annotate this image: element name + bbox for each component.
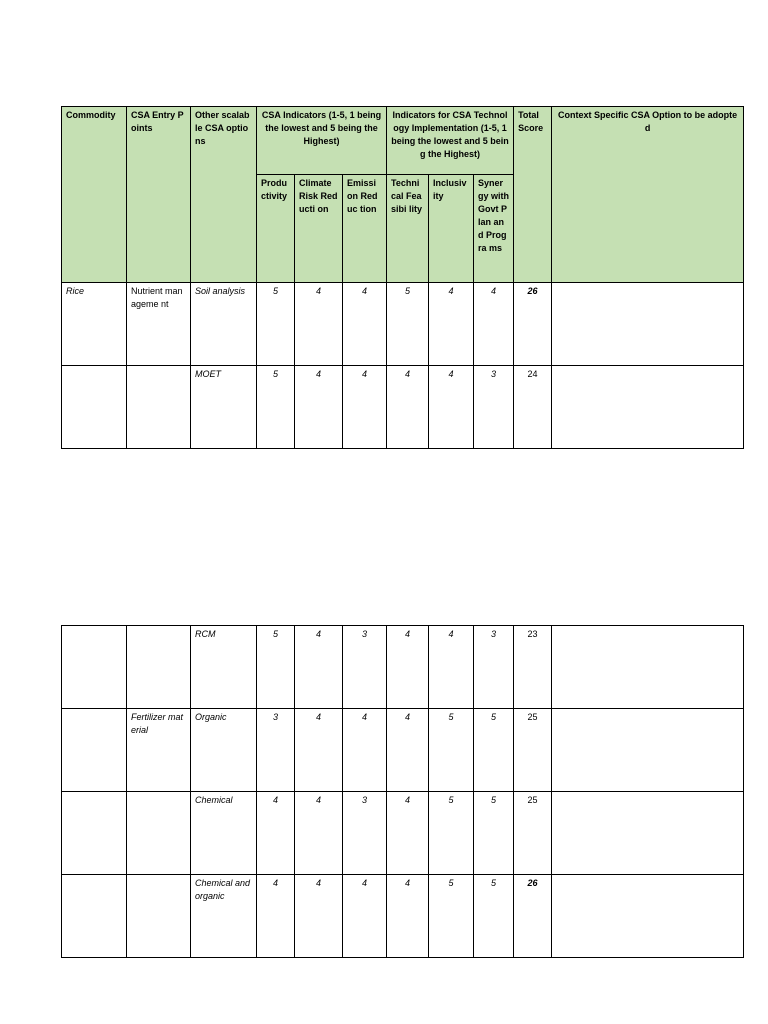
- header-productivity: Produ ctivity: [257, 175, 295, 283]
- csa-options-table-continued: [61, 625, 744, 958]
- cell-option: Chemical: [191, 792, 257, 875]
- cell-climate: 4: [295, 366, 343, 449]
- cell-entry-point: Fertilizer material: [127, 709, 191, 792]
- cell-inclusivity: 4: [429, 283, 474, 366]
- cell-technical: 4: [387, 366, 429, 449]
- header-context-specific: Context Specific CSA Option to be adopted: [552, 107, 744, 283]
- cell-emission: 4: [343, 875, 387, 958]
- cell-synergy: 3: [474, 626, 514, 709]
- cell-productivity: 4: [257, 875, 295, 958]
- cell-entry-point: [127, 875, 191, 958]
- cell-synergy: 5: [474, 709, 514, 792]
- cell-climate: 4: [295, 875, 343, 958]
- cell-option: MOET: [191, 366, 257, 449]
- header-climate-risk: Climate Risk Reducti on: [295, 175, 343, 283]
- cell-option: Soil analysis: [191, 283, 257, 366]
- cell-commodity: [62, 875, 127, 958]
- cell-productivity: 5: [257, 283, 295, 366]
- cell-productivity: 5: [257, 626, 295, 709]
- cell-option: RCM: [191, 626, 257, 709]
- header-total-score: Total Score: [514, 107, 552, 283]
- header-emission: Emissi on Reduc tion: [343, 175, 387, 283]
- cell-option: Organic: [191, 709, 257, 792]
- cell-productivity: 4: [257, 792, 295, 875]
- cell-total: 25: [514, 709, 552, 792]
- cell-technical: 4: [387, 875, 429, 958]
- cell-option: Chemical and organic: [191, 875, 257, 958]
- cell-productivity: 5: [257, 366, 295, 449]
- cell-total: 24: [514, 366, 552, 449]
- cell-technical: 5: [387, 283, 429, 366]
- cell-technical: 4: [387, 709, 429, 792]
- cell-emission: 3: [343, 792, 387, 875]
- cell-climate: 4: [295, 626, 343, 709]
- cell-emission: 4: [343, 709, 387, 792]
- cell-total: 25: [514, 792, 552, 875]
- cell-emission: 4: [343, 283, 387, 366]
- cell-commodity: Rice: [62, 283, 127, 366]
- cell-context: [552, 283, 744, 366]
- cell-context: [552, 366, 744, 449]
- cell-synergy: 3: [474, 366, 514, 449]
- cell-entry-point: [127, 626, 191, 709]
- table-row: [62, 792, 744, 875]
- cell-commodity: [62, 626, 127, 709]
- cell-productivity: 3: [257, 709, 295, 792]
- header-csa-indicators: CSA Indicators (1-5, 1 being the lowest and 5 being the Highest): [257, 107, 387, 175]
- header-other-options: Other scalable CSA options: [191, 107, 257, 283]
- cell-inclusivity: 5: [429, 792, 474, 875]
- header-inclusivity: Inclusiv ity: [429, 175, 474, 283]
- table-row: [62, 709, 744, 792]
- cell-inclusivity: 5: [429, 709, 474, 792]
- cell-technical: 4: [387, 626, 429, 709]
- header-commodity: Commodity: [62, 107, 127, 283]
- cell-entry-point: [127, 792, 191, 875]
- cell-commodity: [62, 709, 127, 792]
- cell-climate: 4: [295, 283, 343, 366]
- cell-inclusivity: 4: [429, 366, 474, 449]
- header-tech-indicators: Indicators for CSA Technology Implementation (1-5, 1 being the lowest and 5 being the Highest): [387, 107, 514, 175]
- cell-climate: 4: [295, 792, 343, 875]
- cell-synergy: 4: [474, 283, 514, 366]
- table-row: [62, 875, 744, 958]
- cell-context: [552, 709, 744, 792]
- cell-total: 26: [514, 875, 552, 958]
- cell-emission: 3: [343, 626, 387, 709]
- cell-commodity: [62, 366, 127, 449]
- cell-synergy: 5: [474, 875, 514, 958]
- cell-climate: 4: [295, 709, 343, 792]
- csa-options-table: [61, 106, 744, 449]
- cell-synergy: 5: [474, 792, 514, 875]
- cell-context: [552, 626, 744, 709]
- cell-commodity: [62, 792, 127, 875]
- header-synergy: Syner gy with Govt Plan and Progra ms: [474, 175, 514, 283]
- cell-context: [552, 875, 744, 958]
- cell-total: 23: [514, 626, 552, 709]
- table-row: [62, 283, 744, 366]
- table-row: [62, 366, 744, 449]
- header-csa-entry-points: CSA Entry Points: [127, 107, 191, 283]
- cell-entry-point: Nutrient manageme nt: [127, 283, 191, 366]
- header-technical: Techni cal Feasibi lity: [387, 175, 429, 283]
- table-row: [62, 626, 744, 709]
- cell-inclusivity: 5: [429, 875, 474, 958]
- cell-entry-point: [127, 366, 191, 449]
- cell-context: [552, 792, 744, 875]
- cell-total: 26: [514, 283, 552, 366]
- cell-technical: 4: [387, 792, 429, 875]
- cell-emission: 4: [343, 366, 387, 449]
- cell-inclusivity: 4: [429, 626, 474, 709]
